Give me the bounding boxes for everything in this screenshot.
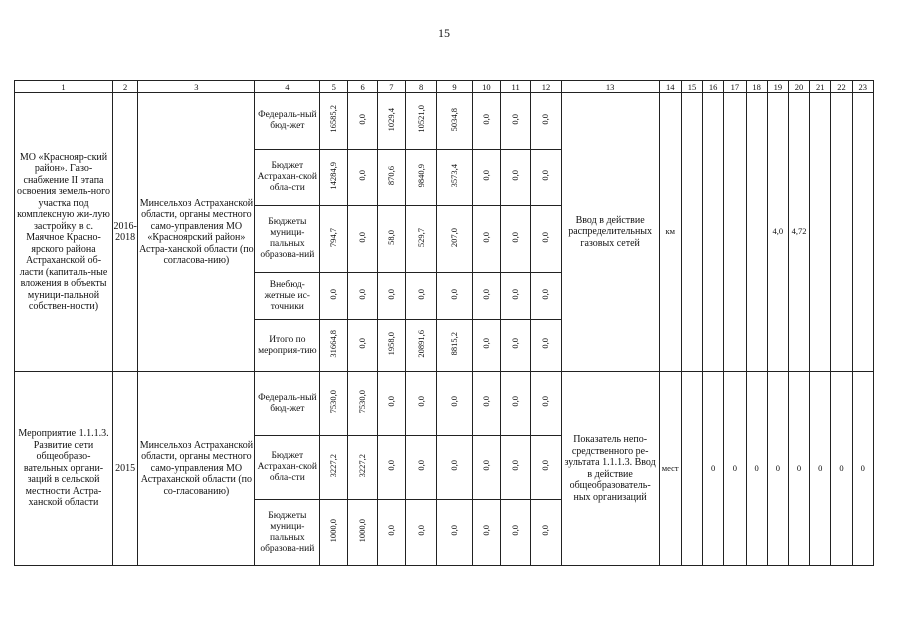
value-cell: 1958,0: [377, 320, 405, 372]
target-cell: [681, 93, 702, 372]
value-cell: 0,0: [437, 273, 472, 320]
header-cell: 4: [255, 81, 320, 93]
value-cell: 16585,2: [320, 93, 348, 150]
value-cell: 1000,0: [320, 500, 348, 566]
years-cell: 2015: [113, 372, 138, 566]
value-cell: 7530,0: [348, 372, 377, 436]
header-cell: 13: [561, 81, 659, 93]
source-cell: Бюджеты муници-пальных образова-ний: [255, 206, 320, 273]
value-cell: 0,0: [348, 150, 377, 206]
header-cell: 10: [472, 81, 500, 93]
value-cell: 0,0: [377, 436, 405, 500]
header-cell: 5: [320, 81, 348, 93]
target-cell: [746, 93, 767, 372]
indicator-cell: Ввод в действие распределительных газовых сетей: [561, 93, 659, 372]
table-row: [15, 93, 874, 150]
header-cell: 16: [703, 81, 724, 93]
header-cell: 23: [852, 81, 873, 93]
value-cell: 0,0: [500, 500, 530, 566]
target-cell: 0: [810, 372, 831, 566]
value-cell: 0,0: [348, 206, 377, 273]
target-cell: 0: [852, 372, 873, 566]
value-cell: 0,0: [472, 372, 500, 436]
page-number: 15: [438, 26, 450, 40]
target-cell: [681, 372, 702, 566]
value-cell: 794,7: [320, 206, 348, 273]
header-cell: 2: [113, 81, 138, 93]
value-cell: 58,0: [377, 206, 405, 273]
header-cell: 22: [831, 81, 852, 93]
value-cell: 0,0: [472, 436, 500, 500]
unit-cell: км: [659, 93, 681, 372]
target-cell: 4,72: [788, 93, 809, 372]
value-cell: 1000,0: [348, 500, 377, 566]
target-cell: [810, 93, 831, 372]
unit-cell: мест: [659, 372, 681, 566]
indicator-cell: Показатель непо-средственного ре-зультата 1.1.1.3. Ввод в действие общеобразователь-ных организаций: [561, 372, 659, 566]
value-cell: 207,0: [437, 206, 472, 273]
value-cell: 0,0: [406, 500, 437, 566]
header-cell: 7: [377, 81, 405, 93]
value-cell: 0,0: [500, 372, 530, 436]
header-cell: 21: [810, 81, 831, 93]
value-cell: 5034,8: [437, 93, 472, 150]
value-cell: 0,0: [500, 93, 530, 150]
value-cell: 0,0: [437, 372, 472, 436]
event-cell: Мероприятие 1.1.1.3. Развитие сети общеобразо-вательных органи-заций в сельской местности Астра-ханской области: [15, 372, 113, 566]
executor-cell: Минсельхоз Астраханской области, органы местного само-управления МО Астраханской области (по со-гласованию): [138, 372, 255, 566]
value-cell: 0,0: [500, 320, 530, 372]
value-cell: 0,0: [500, 273, 530, 320]
target-cell: 4,0: [767, 93, 788, 372]
value-cell: 0,0: [437, 500, 472, 566]
target-cell: [831, 93, 852, 372]
target-cell: 0: [831, 372, 852, 566]
source-cell: Федераль-ный бюд-жет: [255, 372, 320, 436]
target-cell: [703, 93, 724, 372]
source-cell: Итого по мероприя-тию: [255, 320, 320, 372]
value-cell: 0,0: [472, 93, 500, 150]
value-cell: 0,0: [377, 500, 405, 566]
source-cell: Федераль-ный бюд-жет: [255, 93, 320, 150]
value-cell: 529,7: [406, 206, 437, 273]
value-cell: 0,0: [531, 273, 561, 320]
value-cell: 0,0: [472, 500, 500, 566]
header-cell: 17: [724, 81, 746, 93]
source-cell: Бюджеты муници-пальных образова-ний: [255, 500, 320, 566]
header-cell: 15: [681, 81, 702, 93]
value-cell: 3573,4: [437, 150, 472, 206]
executor-cell: Минсельхоз Астраханской области, органы местного само-управления МО «Красноярский район» Астра-ханской области (по согласова-нию): [138, 93, 255, 372]
target-cell: 0: [788, 372, 809, 566]
value-cell: 7530,0: [320, 372, 348, 436]
value-cell: 20891,6: [406, 320, 437, 372]
target-cell: 0: [746, 372, 767, 566]
value-cell: 14284,9: [320, 150, 348, 206]
value-cell: 0,0: [531, 150, 561, 206]
header-cell: 9: [437, 81, 472, 93]
value-cell: 0,0: [531, 436, 561, 500]
value-cell: 0,0: [437, 436, 472, 500]
header-cell: 11: [500, 81, 530, 93]
value-cell: 0,0: [472, 320, 500, 372]
value-cell: 0,0: [500, 206, 530, 273]
value-cell: 0,0: [320, 273, 348, 320]
value-cell: 0,0: [377, 372, 405, 436]
target-cell: 0: [767, 372, 788, 566]
value-cell: 0,0: [500, 436, 530, 500]
source-cell: Бюджет Астрахан-ской обла-сти: [255, 436, 320, 500]
value-cell: 0,0: [472, 273, 500, 320]
source-cell: Бюджет Астрахан-ской обла-сти: [255, 150, 320, 206]
value-cell: 0,0: [472, 150, 500, 206]
value-cell: 1029,4: [377, 93, 405, 150]
years-cell: 2016-2018: [113, 93, 138, 372]
value-cell: 0,0: [531, 206, 561, 273]
value-cell: 0,0: [531, 93, 561, 150]
value-cell: 0,0: [472, 206, 500, 273]
value-cell: 0,0: [406, 436, 437, 500]
value-cell: 870,6: [377, 150, 405, 206]
header-cell: 19: [767, 81, 788, 93]
value-cell: 3227,2: [348, 436, 377, 500]
source-cell: Внебюд-жетные ис-точники: [255, 273, 320, 320]
program-table: [14, 80, 874, 566]
value-cell: 0,0: [500, 150, 530, 206]
header-cell: 1: [15, 81, 113, 93]
value-cell: 0,0: [406, 372, 437, 436]
value-cell: 0,0: [377, 273, 405, 320]
value-cell: 10521,0: [406, 93, 437, 150]
header-row: [15, 81, 874, 93]
value-cell: 0,0: [531, 320, 561, 372]
value-cell: 8815,2: [437, 320, 472, 372]
header-cell: 8: [406, 81, 437, 93]
value-cell: 9840,9: [406, 150, 437, 206]
value-cell: 31664,8: [320, 320, 348, 372]
target-cell: 0: [724, 372, 746, 566]
value-cell: 0,0: [531, 372, 561, 436]
value-cell: 0,0: [348, 273, 377, 320]
value-cell: 0,0: [531, 500, 561, 566]
header-cell: 20: [788, 81, 809, 93]
target-cell: 0: [703, 372, 724, 566]
target-cell: [724, 93, 746, 372]
header-cell: 12: [531, 81, 561, 93]
header-cell: 18: [746, 81, 767, 93]
header-cell: 6: [348, 81, 377, 93]
event-cell: МО «Краснояр-ский район». Газо-снабжение II этапа освоения земель-ного участка под комплексную жи-лую застройку в с. Маячное Красно-ярского района Астраханской об-ласти (капиталь-ные вложения в объекты муници-пальной собствен-ности): [15, 93, 113, 372]
header-cell: 14: [659, 81, 681, 93]
header-cell: 3: [138, 81, 255, 93]
value-cell: 0,0: [348, 320, 377, 372]
value-cell: 3227,2: [320, 436, 348, 500]
table-row: [15, 372, 874, 436]
value-cell: 0,0: [348, 93, 377, 150]
value-cell: 0,0: [406, 273, 437, 320]
target-cell: [852, 93, 873, 372]
